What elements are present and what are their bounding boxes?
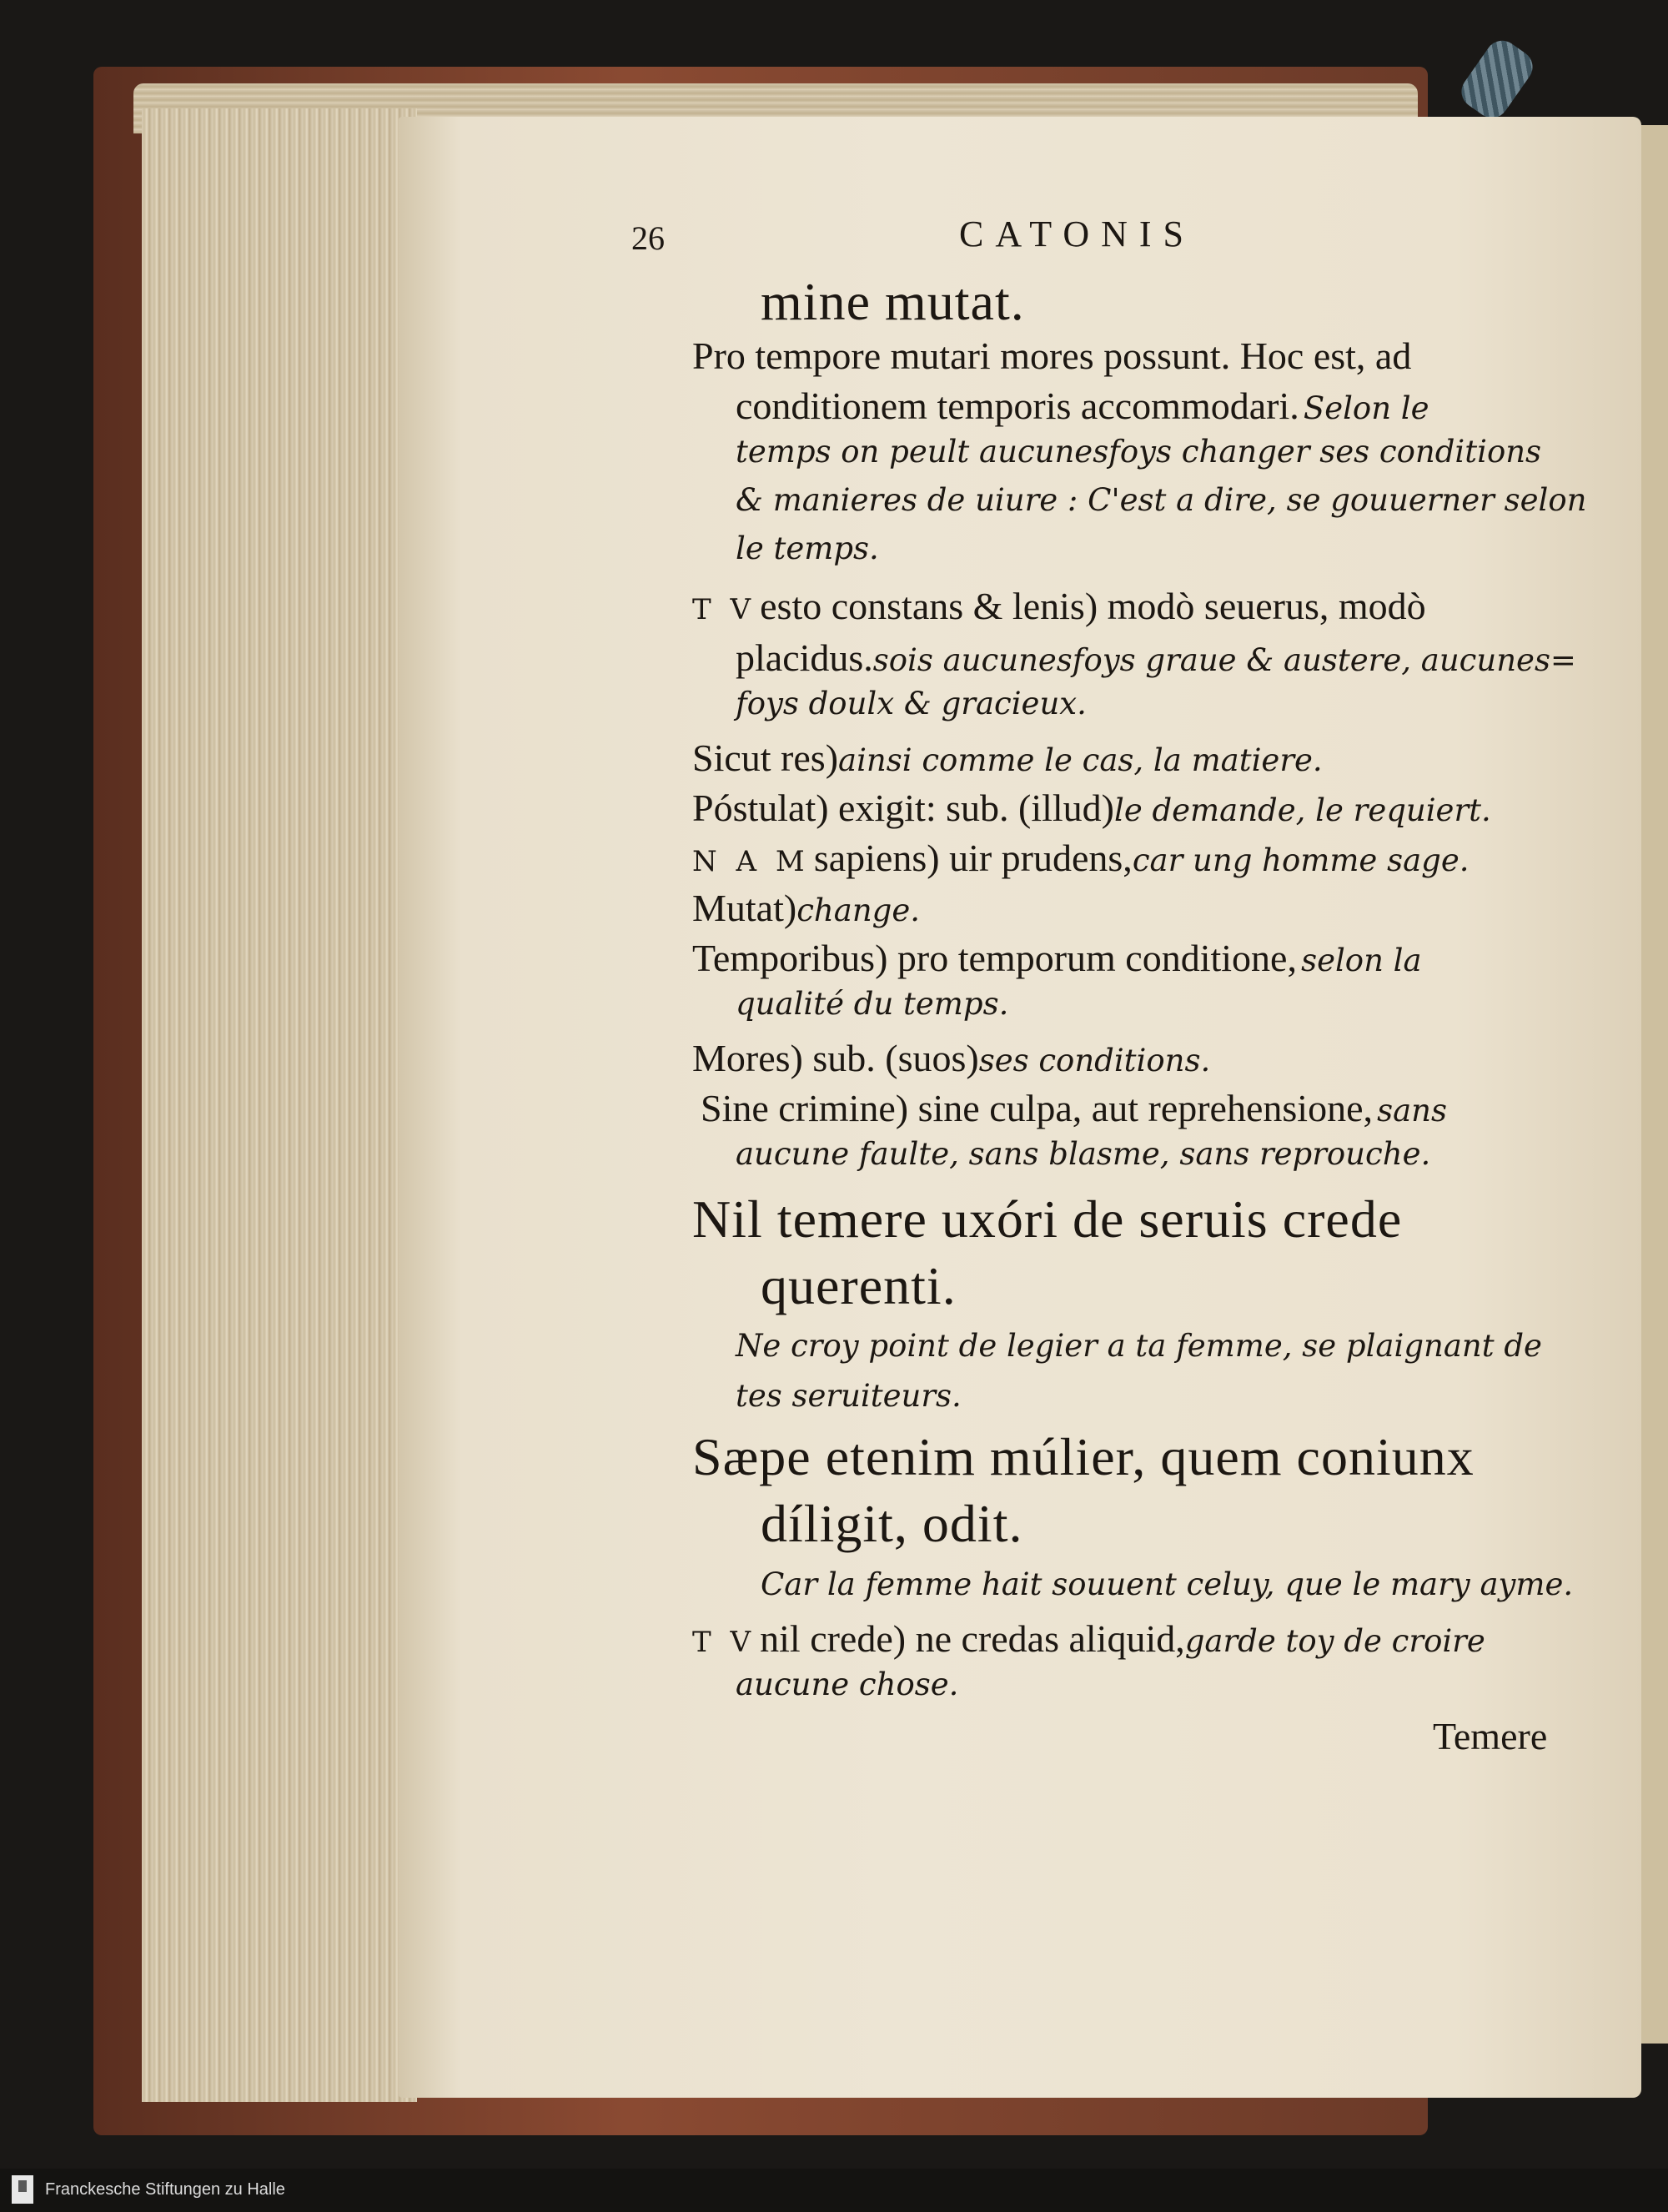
text-line: T V esto constans & lenis) modò seuerus, modò: [692, 585, 1426, 627]
text-line: aucune chose.: [736, 1667, 959, 1702]
running-title: CATONIS: [959, 214, 1196, 254]
footer-credit: Franckesche Stiftungen zu Halle: [45, 2180, 285, 2199]
text-line: Sine crimine) sine culpa, aut reprehensione, sans: [701, 1087, 1447, 1129]
text-line: Mores) sub. (suos)ses conditions.: [692, 1037, 1211, 1079]
verse-line: Sæpe etenim múlier, quem coniunx: [692, 1427, 1475, 1486]
page-number: 26: [631, 219, 665, 257]
text-line: Ne croy point de legier a ta femme, se plaignant de: [736, 1328, 1542, 1364]
text-line: qualité du temps.: [736, 986, 1009, 1022]
catchword: Temere: [1433, 1715, 1548, 1757]
bookmark-ribbon: [1455, 34, 1540, 124]
text-line: Pro tempore mutari mores possunt. Hoc est, ad: [692, 334, 1412, 377]
text-line: aucune faulte, sans blasme, sans reprouche.: [736, 1136, 1431, 1172]
institution-logo-icon: [12, 2175, 33, 2204]
text-line: tes seruiteurs.: [736, 1378, 962, 1414]
text-line: Póstulat) exigit: sub. (illud)le demande, le requiert.: [692, 787, 1491, 829]
text-line: N A M sapiens) uir prudens,car ung homme sage.: [692, 837, 1470, 879]
verse-line: díligit, odit.: [761, 1494, 1023, 1553]
footer-bar: [0, 2169, 1668, 2212]
verse-line: querenti.: [761, 1256, 957, 1315]
text-line: foys doulx & gracieux.: [736, 686, 1087, 721]
text-line: placidus.sois aucunesfoys graue & austere, aucunes=: [736, 636, 1576, 679]
text-line: le temps.: [736, 530, 879, 566]
text-line: Car la femme hait souuent celuy, que le mary ayme.: [761, 1566, 1574, 1602]
verse-line: Nil temere uxóri de seruis crede: [692, 1189, 1403, 1249]
text-line: Mutat)change.: [692, 887, 920, 929]
text-line: & manieres de uiure : C'est a dire, se gouuerner selon: [736, 482, 1587, 518]
text-line: mine mutat.: [761, 272, 1025, 331]
page-edges: [142, 108, 417, 2102]
text-line: Sicut res)ainsi comme le cas, la matiere.: [692, 736, 1323, 779]
text-line: Temporibus) pro temporum conditione, selon la: [692, 937, 1422, 979]
text-line: conditionem temporis accommodari. Selon le: [736, 385, 1429, 427]
facing-page-edge: [1641, 125, 1668, 2044]
text-line: T V nil crede) ne credas aliquid,garde toy de croire: [692, 1617, 1485, 1660]
text-line: temps on peult aucunesfoys changer ses conditions: [736, 434, 1542, 470]
